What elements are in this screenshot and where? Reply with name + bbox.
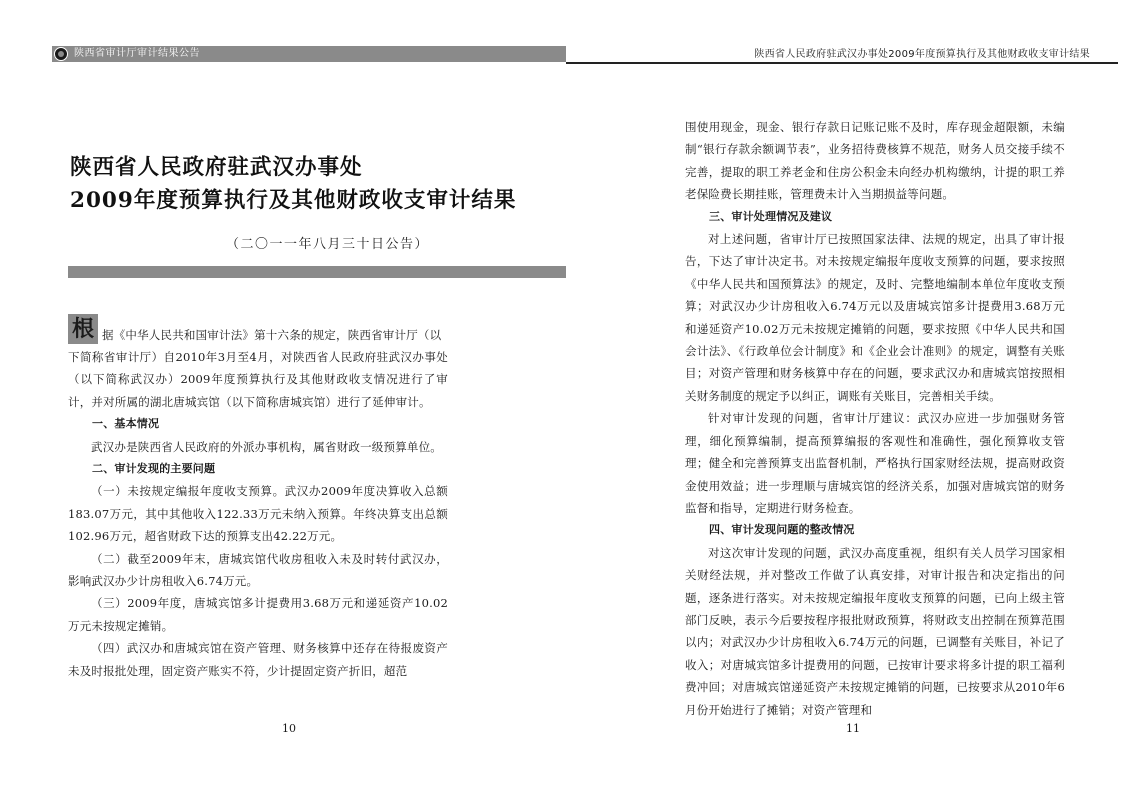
- document-title-line1: 陕西省人民政府驻武汉办事处: [70, 155, 363, 180]
- emblem-icon: [54, 47, 68, 61]
- paragraph-handling-1: 对上述问题，省审计厅已按照国家法律、法规的规定，出具了审计报告，下达了审计决定书。对未按规定编报年度收支预算的问题，要求按照《中华人民共和国预算法》的规定，及时、完整地编制本单位年度收支预算；对武汉办少计房租收入6.74万元以及唐城宾馆多计提费用3.68万元和递延资产10.02万元未按规定摊销的问题，要求按照《中华人民共和国会计法》、《行政单位会计制度》和《企业会计准则》的规定，调整有关账目；对资产管理和财务核算中存在的问题，要求武汉办和唐城宾馆按照相关财务制度的规定予以纠正，调账有关账目，完善相关手续。: [685, 232, 1065, 403]
- paragraph-basic-info: 武汉办是陕西省人民政府的外派办事机构，属省财政一级预算单位。: [91, 439, 442, 454]
- section-heading-basic: 一、基本情况: [92, 417, 160, 431]
- page-number-left: 10: [282, 722, 296, 735]
- page-number-right: 11: [846, 722, 860, 735]
- drop-cap: 根: [68, 314, 98, 344]
- document-title-line2: 2009年度预算执行及其他财政收支审计结果: [70, 188, 517, 213]
- right-header-title: 陕西省人民政府驻武汉办事处2009年度预算执行及其他财政收支审计结果: [754, 49, 1090, 60]
- paragraph-issue-1: （一）未按规定编报年度收支预算。武汉办2009年度决算收入总额183.07万元，其中其他收入122.33万元未纳入预算。年终决算支出总额102.96万元，超省财政下达的预算支出42.22万元。: [68, 484, 448, 544]
- left-header-title: 陕西省审计厅审计结果公告: [74, 48, 200, 59]
- paragraph-issue-2: （二）截至2009年末，唐城宾馆代收房租收入未及时转付武汉办，影响武汉办少计房租收入6.74万元。: [68, 551, 448, 589]
- intro-first-text: 据《中华人民共和国审计法》第十六条的规定，陕西省审计厅（以: [102, 328, 442, 342]
- left-header-band: [52, 46, 566, 62]
- section-heading-rectification: 四、审计发现问题的整改情况: [709, 523, 855, 537]
- section-heading-handling: 三、审计处理情况及建议: [709, 209, 833, 223]
- paragraph-handling-2: 针对审计发现的问题，省审计厅建议：武汉办应进一步加强财务管理，细化预算编制，提高预算编报的客观性和准确性，强化预算收支管理；健全和完善预算支出监督机制，严格执行国家财经法规，提高财政资金使用效益；进一步理顺与唐城宾馆的经济关系，加强对唐城宾馆的财务监督和指导，定期进行财务检查。: [685, 411, 1065, 515]
- intro-paragraph: 下简称省审计厅）自2010年3月至4月，对陕西省人民政府驻武汉办事处（以下简称武汉办）2009年度预算执行及其他财政收支情况进行了审计，并对所属的湖北唐城宾馆（以下简称唐城宾馆）进行了延伸审计。: [68, 350, 448, 409]
- paragraph-issue-3: （三）2009年度，唐城宾馆多计提费用3.68万元和递延资产10.02万元未按规定摊销。: [68, 596, 448, 633]
- right-body: [685, 116, 1065, 721]
- right-page: [566, 0, 1132, 800]
- right-header-rule: [566, 62, 1118, 64]
- paragraph-issue-4: （四）武汉办和唐城宾馆在资产管理、财务核算中还存在待报废资产未及时报批处理，固定资产账实不符，少计提固定资产折旧，超范: [68, 641, 448, 678]
- section-heading-issues: 二、审计发现的主要问题: [92, 462, 216, 476]
- intro-first-line: [102, 324, 448, 346]
- paragraph-rectification: 对这次审计发现的问题，武汉办高度重视，组织有关人员学习国家相关财经法规，并对整改工作做了认真安排，对审计报告和决定指出的问题，逐条进行落实。对未按规定编报年度收支预算的问题，已向上级主管部门反映，表示今后要按程序报批财政预算，将财政支出控制在预算范围以内；对武汉办少计房租收入6.74万元的问题，已调整有关账目，补记了收入；对唐城宾馆多计提费用的问题，已按审计要求将多计提的职工福利费冲回；对唐城宾馆递延资产未按规定摊销的问题，已按要求从2010年6月份开始进行了摊销；对资产管理和: [685, 545, 1065, 717]
- left-body: [68, 346, 448, 682]
- title-divider-bar: [68, 266, 566, 278]
- paragraph-issue-4-continued: 围使用现金，现金、银行存款日记账记账不及时，库存现金超限额，未编制“银行存款余额调节表”，业务招待费核算不规范，财务人员交接手续不完善，提取的职工养老金和住房公积金未向经办机构缴纳，计提的职工养老保险费长期挂账，管理费未计入当期损益等问题。: [685, 120, 1065, 202]
- publication-date: （二〇一一年八月三十日公告）: [226, 237, 430, 252]
